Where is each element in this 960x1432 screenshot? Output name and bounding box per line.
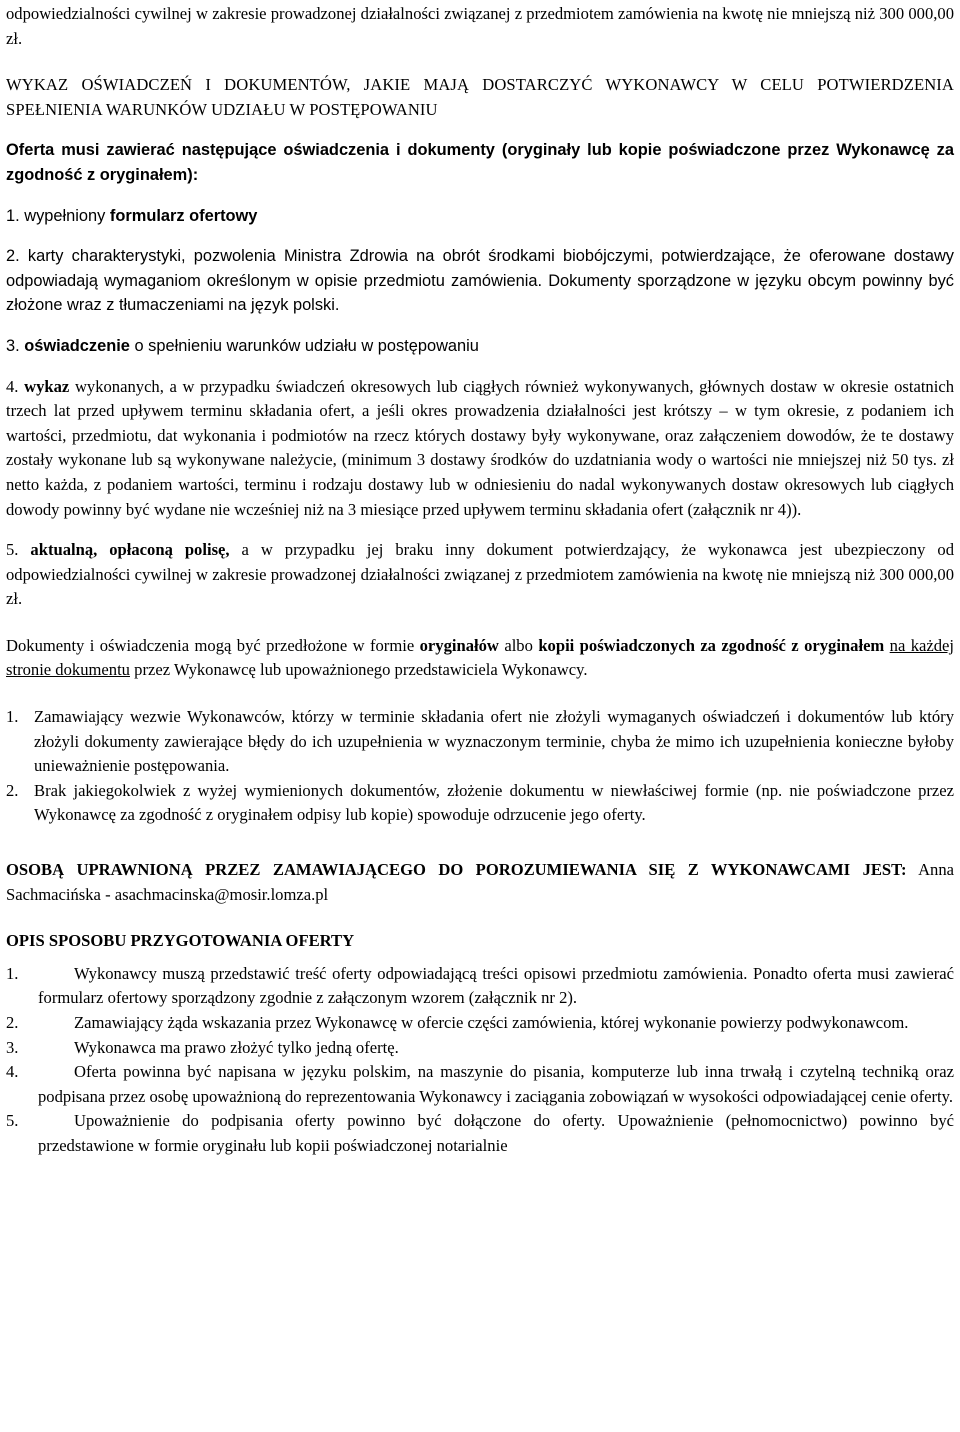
opis-item-text: Zamawiający żąda wskazania przez Wykonawcę w ofercie części zamówienia, której wykonanie powierzy podwykonawcom. (74, 1013, 909, 1032)
wykaz-item-3 (6, 334, 954, 359)
opis-item-text: Wykonawca ma prawo złożyć tylko jedną ofertę. (74, 1037, 399, 1057)
docs-text: Dokumenty i oświadczenia mogą być przedłożone w formie (6, 635, 415, 655)
opis-heading: OPIS SPOSOBU PRZYGOTOWANIA OFERTY (6, 931, 355, 951)
contact-person: Anna Sachmacińska - asachmacinska@mosir.lomza.pl (6, 860, 955, 904)
docs-underline: na każdej stronie dokumentu (6, 635, 955, 680)
item-number: 3. (6, 336, 20, 355)
note-number: 1. (6, 707, 19, 727)
opis-item-number: 2. (6, 1013, 19, 1032)
wykaz-item-4 (6, 375, 954, 523)
opis-item-number: 1. (6, 963, 19, 983)
opis-item-2 (6, 1011, 954, 1036)
item-bold-text: wykaz (24, 376, 70, 396)
wykaz-item-1 (6, 204, 954, 229)
opis-item-text: Upoważnienie do podpisania oferty powinno być dołączone do oferty. Upoważnienie (pełnomocnictwo) powinno być przedstawione w formie oryginału lub kopii poświadczonej notarialnie (38, 1111, 954, 1155)
docs-note-1 (6, 705, 954, 779)
note-text: Zamawiający wezwie Wykonawców, którzy w terminie składania ofert nie złożyli wymaganych oświadczeń i dokumentów lub który złożyli dokumenty zawierające błędy do ich uzupełnienia w wyznaczonym terminie, chyba że mimo ich uzupełnienia konieczne byłoby unieważnienie postępowania. (34, 707, 954, 776)
wykaz-lead: Oferta musi zawierać następujące oświadczenia i dokumenty (oryginały lub kopie poświadczone przez Wykonawcę za zgodność z oryginałem): (6, 141, 954, 184)
wykaz-item-2: 2. karty charakterystyki, pozwolenia Ministra Zdrowia na obrót środkami biobójczymi, potwierdzające, że oferowane dostawy odpowiadają wymaganiom określonym w opisie przedmiotu zamówienia. Dokumenty sporządzone w języku obcym powinny być złożone wraz z tłumaczeniami na język polski. (6, 247, 954, 315)
wykaz-item-5 (6, 538, 954, 612)
contact-label: OSOBĄ UPRAWNIONĄ PRZEZ ZAMAWIAJĄCEGO DO POROZUMIEWANIA SIĘ Z WYKONAWCAMI JEST: (6, 860, 907, 880)
item-text: o spełnieniu warunków udziału w postępowaniu (134, 336, 479, 355)
docs-note-2 (6, 779, 954, 828)
item-bold-text: aktualną, opłaconą polisę, (30, 540, 230, 560)
opis-item-text: Oferta powinna być napisana w języku polskim, na maszynie do pisania, komputerze lub inna trwałą i czytelną techniką oraz podpisana przez osobę upoważnioną do reprezentowania Wykonawcy i zaciągania zobowiązań w wysokości odpowiadającej cenie oferty. (38, 1062, 954, 1106)
opis-item-text: Wykonawcy muszą przedstawić treść oferty odpowiadającą treści opisowi przedmiotu zamówienia. Ponadto oferta musi zawierać formularz ofertowy sporządzony zgodnie z załączonym wzorem (załącznik nr 2). (38, 963, 954, 1008)
opis-item-4 (6, 1060, 954, 1109)
intro-paragraph: odpowiedzialności cywilnej w zakresie prowadzonej działalności związanej z przedmiotem zamówienia na kwotę nie mniejszą niż 300 000,00 zł. (6, 4, 954, 48)
item-text: a w przypadku jej braku inny dokument potwierdzający, że wykonawca jest ubezpieczony od odpowiedzialności cywilnej w zakresie prowadzonej działalności związanej z przedmiotem zamówienia na kwotę nie mniejszą niż 300 000,00 zł. (6, 540, 954, 609)
docs-bold-originals: oryginałów (419, 635, 499, 655)
docs-bold-copies: kopii poświadczonych za zgodność z oryginałem (538, 635, 885, 655)
opis-item-number: 5. (6, 1111, 19, 1131)
docs-text: przez Wykonawcę lub upoważnionego przedstawiciela Wykonawcy. (134, 660, 588, 680)
item-bold-text: formularz ofertowy (109, 206, 258, 225)
item-text: wykonanych, a w przypadku świadczeń okresowych lub ciągłych również wykonywanych, głównych dostaw w okresie ostatnich trzech lat przed upływem terminu składania ofert, a jeśli okres prowadzenia działalności jest krótszy – w tym okresie, z podaniem ich wartości, przedmiotu, dat wykonania i podmiotów na rzecz których dostawy były wykonywane, oraz załączeniem dowodów, że te dostawy zostały wykonane lub są wykonywane należycie, (minimum 3 dostawy środków do uzdatniania wody o wartości nie mniejszej niż 50 tys. zł netto każda, z podaniem wartości, terminu i rodzaju dostawy lub w odniesieniu do nadal wykonywanych dostaw okresowych lub ciągłych dowody powinny być wydane nie wcześniej niż na 3 miesiące przed upływem terminu składania ofert (załącznik nr 4)). (6, 376, 954, 519)
opis-item-3 (6, 1036, 954, 1061)
docs-text: albo (504, 635, 533, 655)
opis-item-number: 4. (6, 1062, 19, 1082)
opis-item-number: 3. (6, 1037, 19, 1057)
opis-item-5 (6, 1109, 954, 1158)
contact-paragraph (6, 858, 954, 907)
item-number: 5. (6, 540, 19, 560)
item-text: wypełniony (24, 206, 106, 225)
item-number: 4. (6, 376, 19, 396)
item-bold-text: oświadczenie (24, 336, 130, 355)
note-text: Brak jakiegokolwiek z wyżej wymienionych dokumentów, złożenie dokumentu w niewłaściwej formie (np. nie poświadczone przez Wykonawcę za zgodność z oryginałem odpisy lub kopie) spowoduje odrzucenie jego oferty. (34, 780, 954, 825)
item-number: 1. (6, 206, 20, 225)
opis-item-1 (6, 962, 954, 1011)
docs-paragraph (6, 634, 954, 683)
note-number: 2. (6, 780, 19, 800)
wykaz-heading: WYKAZ OŚWIADCZEŃ I DOKUMENTÓW, JAKIE MAJĄ DOSTARCZYĆ WYKONAWCY W CELU POTWIERDZENIA SPEŁNIENIA WARUNKÓW UDZIAŁU W POSTĘPOWANIU (6, 75, 954, 119)
opis-list (6, 962, 954, 1159)
